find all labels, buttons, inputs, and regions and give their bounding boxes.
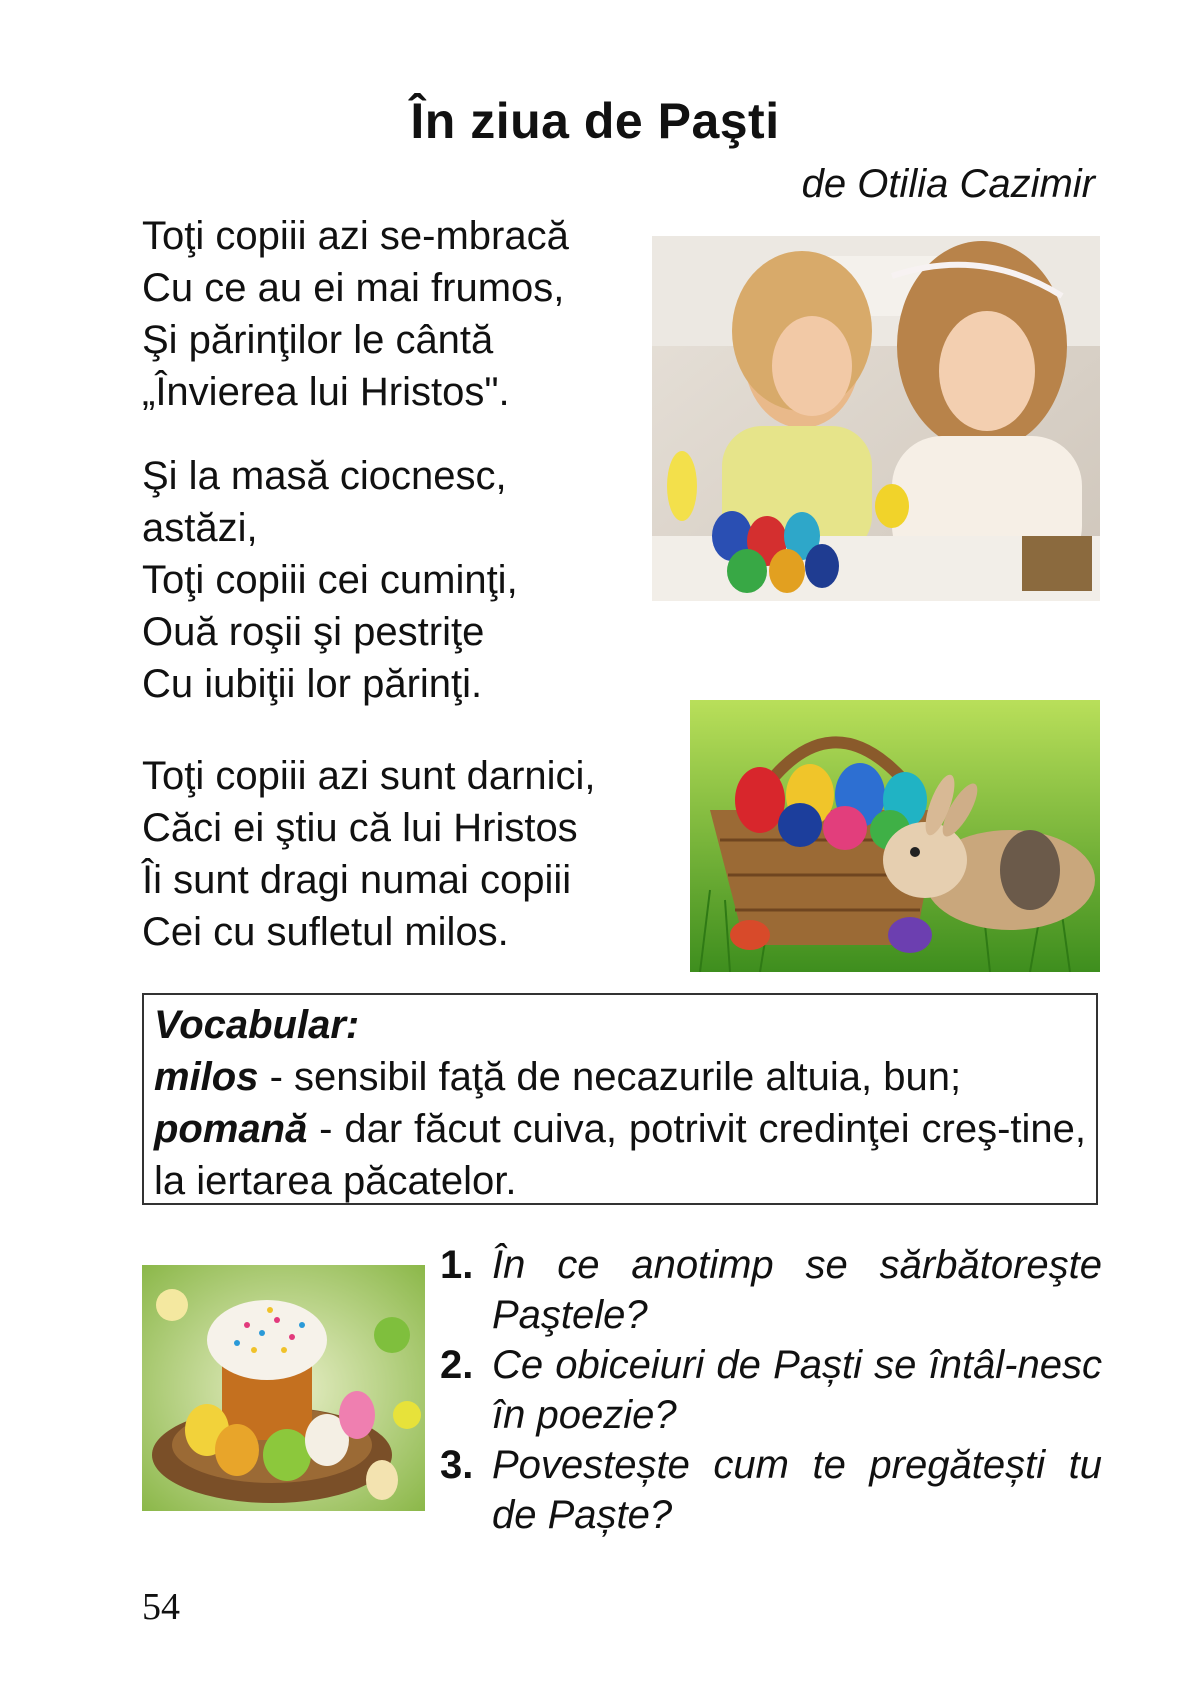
question-number: 2. bbox=[440, 1343, 474, 1387]
questions-list bbox=[440, 1240, 1102, 1540]
poem-line: Cu ce au ei mai frumos, bbox=[142, 266, 565, 310]
poem-line: Toţi copiii azi se-mbracă bbox=[142, 214, 569, 258]
vocabulary-title: Vocabular: bbox=[154, 1003, 360, 1047]
photo-girls-painting-eggs bbox=[652, 236, 1100, 601]
page-number: 54 bbox=[142, 1586, 180, 1628]
poem-line: Ouă roşii şi pestriţe bbox=[142, 610, 485, 654]
page-title: În ziua de Paşti bbox=[410, 93, 780, 149]
vocabulary-term: milos bbox=[154, 1055, 259, 1099]
question-item bbox=[440, 1240, 1102, 1340]
poem-line: astăzi, bbox=[142, 506, 258, 550]
poem-line: Căci ei ştiu că lui Hristos bbox=[142, 806, 578, 850]
vocabulary-term: pomană bbox=[154, 1107, 308, 1151]
poem-stanza-2 bbox=[142, 450, 518, 710]
photo-easter-basket-bunny bbox=[690, 700, 1100, 972]
vocabulary-entry-milos bbox=[154, 1051, 1086, 1103]
poem-line: Toţi copiii cei cuminţi, bbox=[142, 558, 518, 602]
question-number: 1. bbox=[440, 1243, 474, 1287]
question-item bbox=[440, 1440, 1102, 1540]
vocabulary-definition: - dar făcut cuiva, potrivit credinţei creş-tine, la iertarea păcatelor. bbox=[154, 1107, 1086, 1203]
question-item bbox=[440, 1340, 1102, 1440]
question-text: Povestește cum te pregătești tu de Paște? bbox=[492, 1443, 1102, 1537]
question-text: Ce obiceiuri de Paști se întâl-nesc în poezie? bbox=[492, 1343, 1102, 1437]
question-text: În ce anotimp se sărbătoreşte Paştele? bbox=[492, 1243, 1102, 1337]
photo-easter-cake bbox=[142, 1265, 425, 1511]
vocabulary-definition: - sensibil faţă de necazurile altuia, bun; bbox=[258, 1055, 962, 1099]
vocabulary-box bbox=[142, 993, 1098, 1205]
poem-line: Toţi copiii azi sunt darnici, bbox=[142, 754, 596, 798]
author-line: de Otilia Cazimir bbox=[801, 162, 1095, 206]
question-number: 3. bbox=[440, 1443, 474, 1487]
poem-line: Cu iubiţii lor părinţi. bbox=[142, 662, 483, 706]
poem-line: Îi sunt dragi numai copiii bbox=[142, 858, 572, 902]
poem-stanza-3 bbox=[142, 750, 596, 958]
poem-line: Şi la masă ciocnesc, bbox=[142, 454, 507, 498]
poem-line: Cei cu sufletul milos. bbox=[142, 910, 509, 954]
poem-line: „Învierea lui Hristos". bbox=[142, 370, 510, 414]
poem-stanza-1 bbox=[142, 210, 569, 418]
vocabulary-entry-pomana bbox=[154, 1103, 1086, 1207]
poem-line: Şi părinţilor le cântă bbox=[142, 318, 494, 362]
